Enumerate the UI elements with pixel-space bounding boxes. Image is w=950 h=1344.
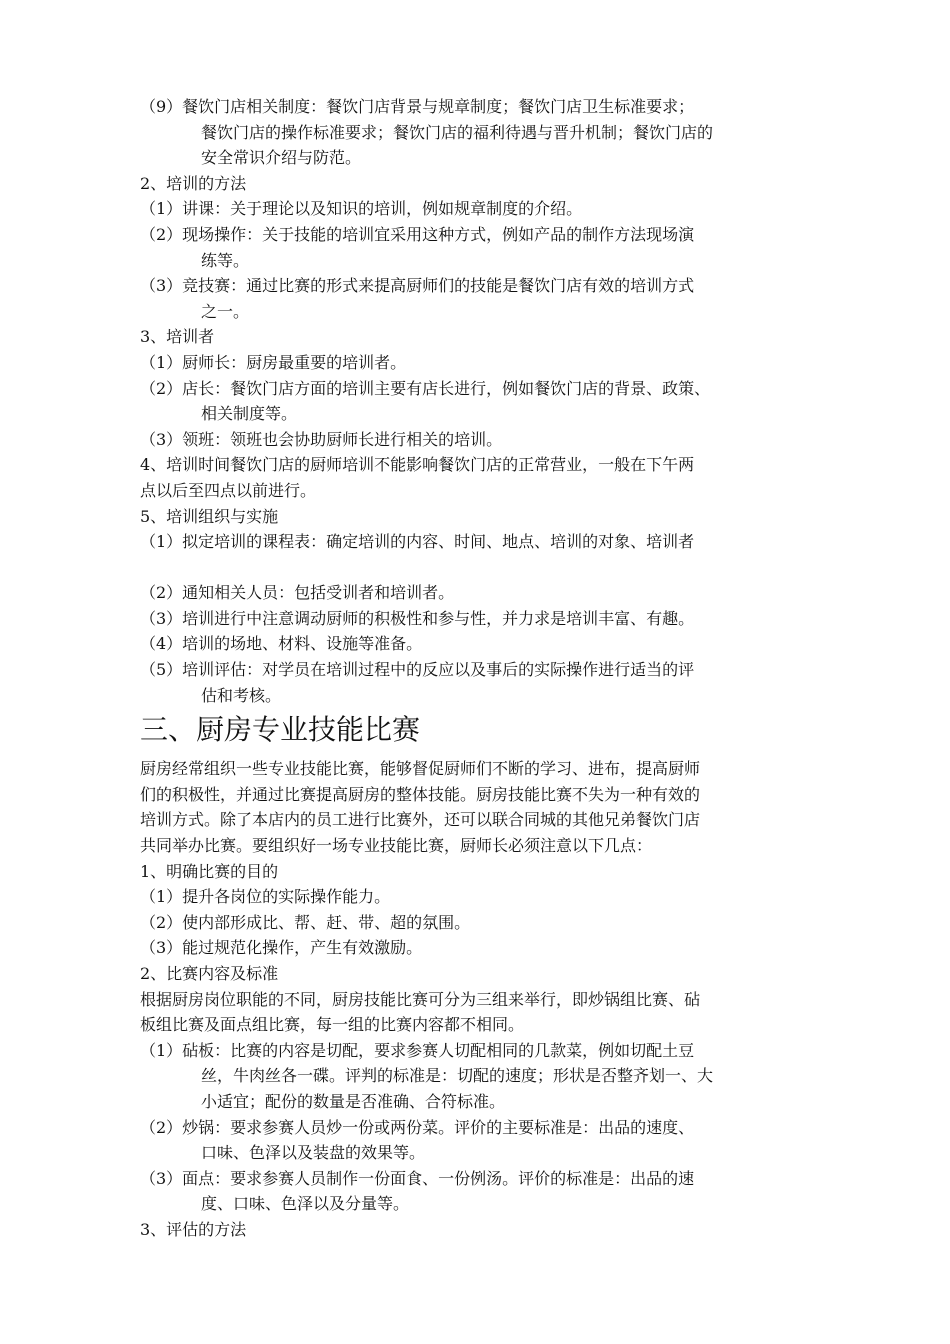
method-item-cont: 练等。 (201, 250, 250, 270)
method-item-line: （3）竞技赛：通过比赛的形式来提高厨师们的技能是餐饮门店有效的培训方式 (140, 276, 695, 296)
method-item-line: （2）现场操作：关于技能的培训宜采用这种方式，例如产品的制作方法现场演 (140, 224, 695, 244)
org-item (140, 657, 830, 708)
org-item-line: （1）拟定培训的课程表：确定培训的内容、时间、地点、培训的对象、培训者 (140, 532, 695, 552)
content-item-cont: 丝，牛肉丝各一碟。评判的标准是：切配的速度；形状是否整齐划一、大 (201, 1066, 714, 1086)
method-item (140, 196, 830, 222)
org-item (140, 606, 830, 632)
intro-line: 厨房经常组织一些专业技能比赛，能够督促厨师们不断的学习、进布，提高厨师 (140, 759, 701, 779)
training-time-line: 点以后至四点以前进行。 (140, 480, 317, 500)
trainer-item (140, 376, 830, 427)
rule-item-9-cont: 餐饮门店的操作标准要求；餐饮门店的福利待遇与晋升机制；餐饮门店的 (201, 122, 714, 142)
method-item (140, 222, 830, 273)
org-heading: 5、培训组织与实施 (140, 506, 279, 526)
content-item (140, 1038, 830, 1115)
trainer-item (140, 427, 830, 453)
rule-item-9-cont: 安全常识介绍与防范。 (201, 148, 362, 168)
content-item-cont: 度、口味、色泽以及分量等。 (201, 1194, 410, 1214)
trainer-item (140, 350, 830, 376)
purpose-item: （2）使内部形成比、帮、赶、带、超的氛围。 (140, 912, 471, 932)
blank-line (140, 555, 830, 581)
org-item-line: （5）培训评估：对学员在培训过程中的反应以及事后的实际操作进行适当的评 (140, 660, 695, 680)
org-item-cont: 估和考核。 (201, 685, 282, 705)
content-intro-line: 根据厨房岗位职能的不同，厨房技能比赛可分为三组来举行，即炒锅组比赛、砧 (140, 989, 701, 1009)
org-item (140, 529, 830, 555)
trainer-item-line: （1）厨师长：厨房最重要的培训者。 (140, 352, 407, 372)
trainer-heading: 3、培训者 (140, 327, 215, 347)
eval-heading: 3、评估的方法 (140, 1219, 247, 1239)
trainer-item-cont: 相关制度等。 (201, 404, 298, 424)
method-item-line: （1）讲课：关于理论以及知识的培训，例如规章制度的介绍。 (140, 199, 583, 219)
method-heading: 2、培训的方法 (140, 173, 247, 193)
intro-line: 共同举办比赛。要组织好一场专业技能比赛，厨师长必须注意以下几点： (140, 836, 653, 856)
purpose-heading: 1、明确比赛的目的 (140, 861, 279, 881)
intro-paragraph (140, 756, 830, 858)
purpose-item: （1）提升各岗位的实际操作能力。 (140, 887, 391, 907)
intro-line: 培训方式。除了本店内的员工进行比赛外，还可以联合同城的其他兄弟餐饮门店 (140, 810, 701, 830)
content-item-cont: 口味、色泽以及装盘的效果等。 (201, 1143, 426, 1163)
intro-line: 们的积极性，并通过比赛提高厨房的整体技能。厨房技能比赛不失为一种有效的 (140, 784, 701, 804)
org-item (140, 580, 830, 606)
org-item-line: （4）培训的场地、材料、设施等准备。 (140, 634, 423, 654)
org-item-line: （3）培训进行中注意调动厨师的积极性和参与性，并力求是培训丰富、有趣。 (140, 608, 695, 628)
content-item-line: （3）面点：要求参赛人员制作一份面食、一份例汤。评价的标准是：出品的速 (140, 1168, 695, 1188)
content-item-line: （2）炒锅：要求参赛人员炒一份或两份菜。评价的主要标准是：出品的速度、 (140, 1117, 695, 1137)
training-time-line: 4、培训时间餐饮门店的厨师培训不能影响餐饮门店的正常营业，一般在下午两 (140, 455, 695, 475)
content-item (140, 1166, 830, 1217)
trainer-item-line: （2）店长：餐饮门店方面的培训主要有店长进行，例如餐饮门店的背景、政策、 (140, 378, 711, 398)
content-intro-line: 板组比赛及面点组比赛，每一组的比赛内容都不相同。 (140, 1015, 525, 1035)
document-page (140, 94, 830, 1243)
section-title: 三、厨房专业技能比赛 (140, 713, 421, 747)
method-item-cont: 之一。 (201, 301, 250, 321)
org-item-line: （2）通知相关人员：包括受训者和培训者。 (140, 583, 455, 603)
purpose-item: （3）能过规范化操作，产生有效激励。 (140, 938, 423, 958)
content-heading: 2、比赛内容及标准 (140, 964, 279, 983)
content-item-line: （1）砧板：比赛的内容是切配，要求参赛人切配相同的几款菜，例如切配土豆 (140, 1040, 695, 1060)
rule-item-9 (140, 94, 830, 171)
content-item (140, 1115, 830, 1166)
org-item (140, 631, 830, 657)
rule-item-9-line: （9）餐饮门店相关制度：餐饮门店背景与规章制度；餐饮门店卫生标准要求； (140, 97, 695, 116)
trainer-item-line: （3）领班：领班也会协助厨师长进行相关的培训。 (140, 429, 503, 449)
content-item-cont: 小适宜；配份的数量是否准确、合符标准。 (201, 1091, 506, 1111)
method-item (140, 273, 830, 324)
